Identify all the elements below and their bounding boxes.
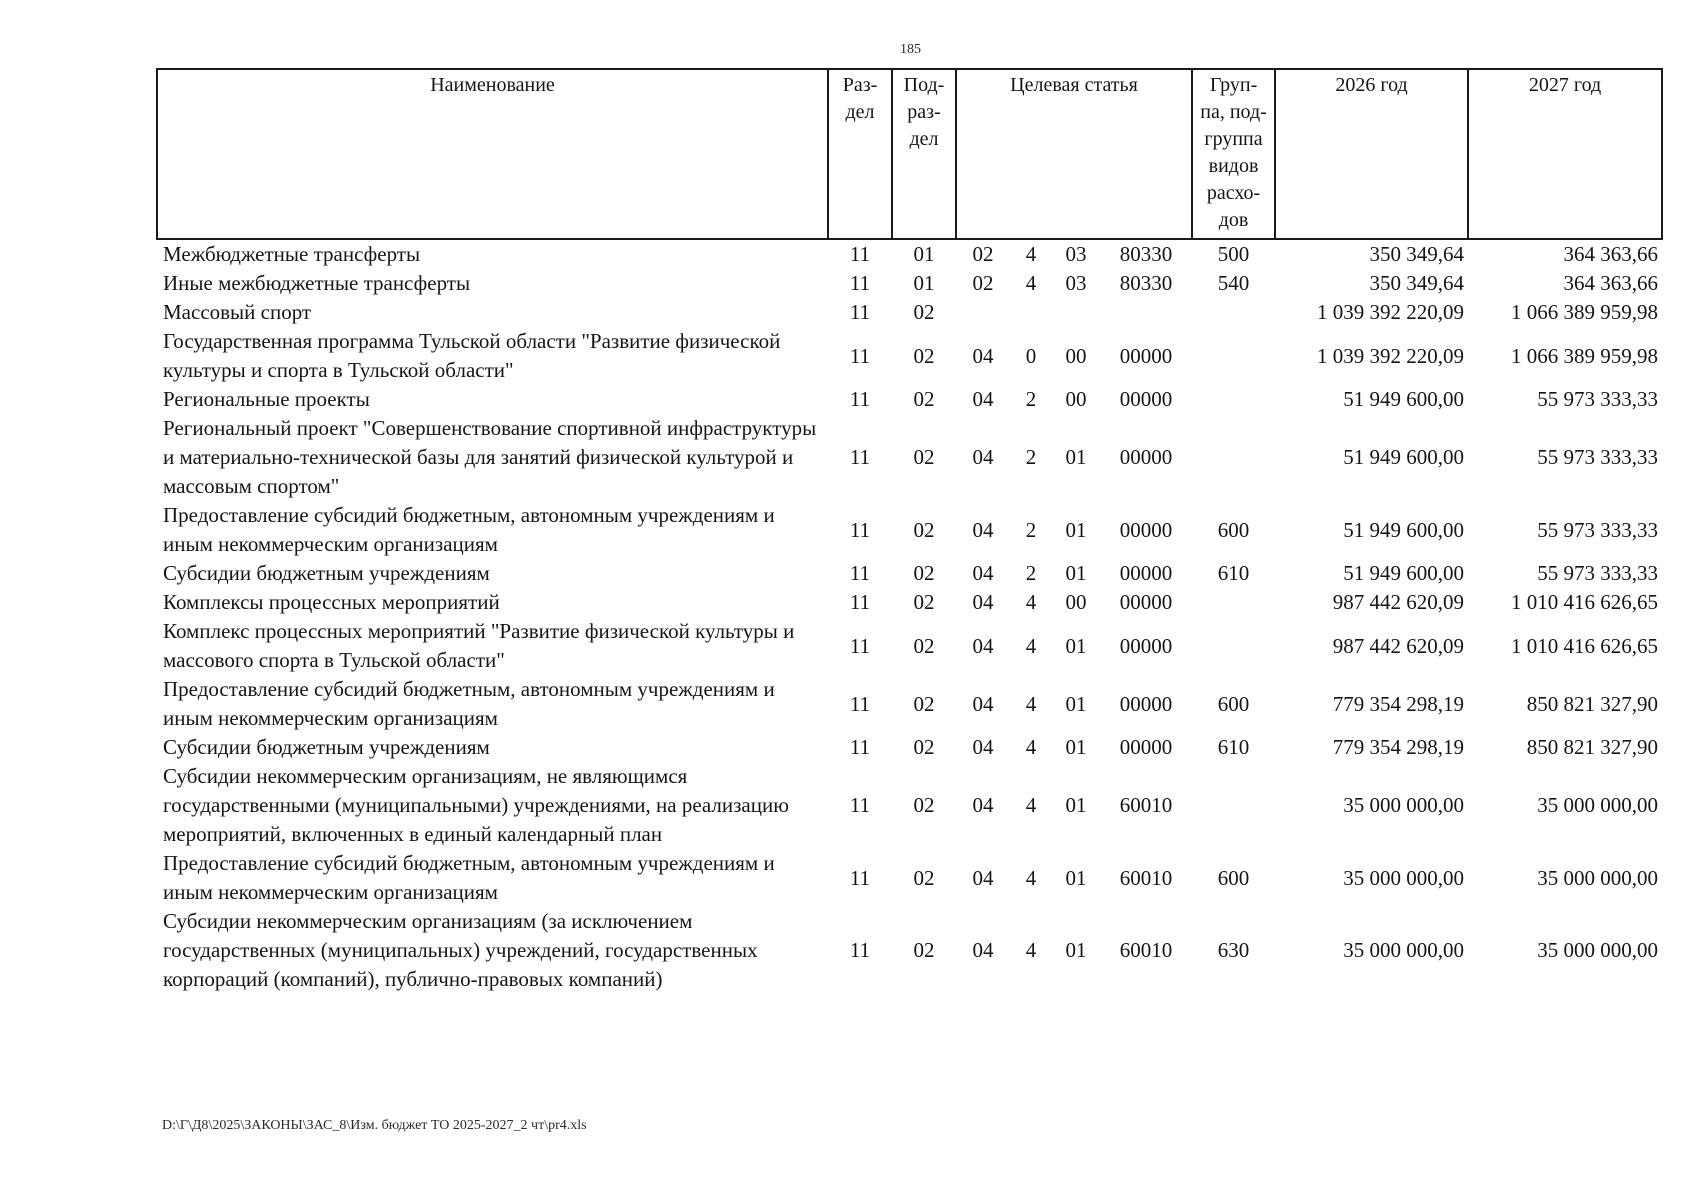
row-target-subprogram: 01 xyxy=(1065,793,1087,817)
row-name: Иные межбюджетные трансферты xyxy=(163,271,471,295)
row-target-direction: 00000 xyxy=(1119,633,1173,658)
row-expense-group: 630 xyxy=(1217,938,1250,962)
row-expense-group: 540 xyxy=(1217,271,1250,295)
row-target-program: 04 xyxy=(972,938,994,962)
row-target-direction: 60010 xyxy=(1119,793,1173,817)
row-razdel: 11 xyxy=(849,793,871,817)
table-header xyxy=(157,69,1662,239)
row-target-direction: 00000 xyxy=(1119,590,1173,614)
row-expense-group xyxy=(1192,414,1275,501)
row-amount-2026: 35 000 000,00 xyxy=(1343,793,1465,817)
row-amount-2027: 1 010 416 626,65 xyxy=(1511,590,1659,614)
row-target-subprogram: 00 xyxy=(1065,590,1087,614)
row-amount-2026: 51 949 600,00 xyxy=(1343,445,1465,469)
header-name: Наименование xyxy=(157,69,828,239)
header-razdel: Раз- дел xyxy=(828,69,892,239)
row-target-subprogram: 00 xyxy=(1065,387,1087,411)
row-expense-group xyxy=(1192,617,1275,675)
row-target-type: 4 xyxy=(1025,633,1037,658)
row-target-type: 4 xyxy=(1025,590,1037,614)
row-podrazdel: 02 xyxy=(913,387,935,411)
row-name: Предоставление субсидий бюджетным, автономным учреждениям и иным некоммерческим организациям xyxy=(163,851,775,904)
budget-table xyxy=(156,68,1663,994)
row-target-direction xyxy=(1100,298,1192,327)
row-amount-2026: 51 949 600,00 xyxy=(1343,561,1465,585)
row-expense-group xyxy=(1192,327,1275,385)
row-razdel: 11 xyxy=(849,242,871,266)
row-target-direction: 60010 xyxy=(1119,865,1173,890)
row-target-program: 04 xyxy=(972,735,994,759)
row-target-subprogram: 01 xyxy=(1065,691,1087,716)
row-amount-2027: 55 973 333,33 xyxy=(1537,445,1659,469)
page-number: 185 xyxy=(900,42,921,57)
table-row xyxy=(157,327,1662,385)
row-target-program: 04 xyxy=(972,343,994,368)
row-amount-2026: 51 949 600,00 xyxy=(1343,517,1465,542)
row-amount-2027: 1 066 389 959,98 xyxy=(1511,300,1659,324)
row-podrazdel: 02 xyxy=(913,793,935,817)
table-row xyxy=(157,849,1662,907)
row-amount-2026: 35 000 000,00 xyxy=(1343,865,1465,890)
row-name: Межбюджетные трансферты xyxy=(163,242,421,266)
row-expense-group xyxy=(1192,762,1275,849)
row-amount-2026: 51 949 600,00 xyxy=(1343,387,1465,411)
row-expense-group: 600 xyxy=(1217,865,1250,890)
row-target-direction: 80330 xyxy=(1119,271,1173,295)
row-target-direction: 60010 xyxy=(1119,938,1173,962)
table-row xyxy=(157,907,1662,994)
row-razdel: 11 xyxy=(849,300,871,324)
row-target-subprogram xyxy=(1052,298,1100,327)
row-target-type: 4 xyxy=(1025,938,1037,962)
row-target-type: 2 xyxy=(1025,517,1037,542)
row-amount-2026: 779 354 298,19 xyxy=(1332,735,1465,759)
row-expense-group xyxy=(1192,385,1275,414)
row-target-subprogram: 01 xyxy=(1065,735,1087,759)
row-target-type: 4 xyxy=(1025,735,1037,759)
row-target-subprogram: 01 xyxy=(1065,938,1087,962)
row-amount-2027: 35 000 000,00 xyxy=(1537,865,1659,890)
row-amount-2027: 35 000 000,00 xyxy=(1537,938,1659,962)
row-target-subprogram: 03 xyxy=(1065,242,1087,266)
table-row xyxy=(157,588,1662,617)
row-amount-2026: 35 000 000,00 xyxy=(1343,938,1465,962)
row-podrazdel: 02 xyxy=(913,938,935,962)
row-target-type: 0 xyxy=(1025,343,1037,368)
row-expense-group: 610 xyxy=(1217,561,1250,585)
row-target-program: 04 xyxy=(972,691,994,716)
row-expense-group: 600 xyxy=(1217,691,1250,716)
row-amount-2027: 55 973 333,33 xyxy=(1537,561,1659,585)
header-target-article: Целевая статья xyxy=(956,69,1192,239)
row-target-subprogram: 01 xyxy=(1065,865,1087,890)
row-podrazdel: 01 xyxy=(913,242,935,266)
table-body xyxy=(157,239,1662,994)
table-row xyxy=(157,559,1662,588)
row-razdel: 11 xyxy=(849,445,871,469)
row-amount-2027: 850 821 327,90 xyxy=(1526,691,1659,716)
table-row xyxy=(157,617,1662,675)
row-target-program: 02 xyxy=(972,242,994,266)
row-podrazdel: 02 xyxy=(913,445,935,469)
row-target-type: 2 xyxy=(1025,561,1037,585)
row-target-type: 2 xyxy=(1025,445,1037,469)
header-year-2027: 2027 год xyxy=(1468,69,1662,239)
row-target-subprogram: 01 xyxy=(1065,445,1087,469)
table-row xyxy=(157,414,1662,501)
row-razdel: 11 xyxy=(849,343,871,368)
row-podrazdel: 02 xyxy=(913,561,935,585)
row-name: Государственная программа Тульской области "Развитие физической культуры и спорта в Тульской области" xyxy=(163,329,781,382)
row-podrazdel: 02 xyxy=(913,590,935,614)
row-podrazdel: 01 xyxy=(913,271,935,295)
row-target-subprogram: 00 xyxy=(1065,343,1087,368)
row-razdel: 11 xyxy=(849,517,871,542)
row-target-type: 2 xyxy=(1025,387,1037,411)
table-row xyxy=(157,385,1662,414)
row-target-program: 04 xyxy=(972,445,994,469)
row-razdel: 11 xyxy=(849,561,871,585)
row-amount-2026: 779 354 298,19 xyxy=(1332,691,1465,716)
row-target-program: 04 xyxy=(972,561,994,585)
row-expense-group xyxy=(1192,588,1275,617)
table-row xyxy=(157,675,1662,733)
table-row xyxy=(157,298,1662,327)
row-name: Предоставление субсидий бюджетным, автономным учреждениям и иным некоммерческим организациям xyxy=(163,677,775,730)
row-name: Субсидии бюджетным учреждениям xyxy=(163,735,490,759)
row-razdel: 11 xyxy=(849,387,871,411)
row-amount-2026: 350 349,64 xyxy=(1369,271,1465,295)
header-expense-group: Груп- па, под- группа видов расхо- дов xyxy=(1192,69,1275,239)
row-target-subprogram: 03 xyxy=(1065,271,1087,295)
row-amount-2027: 55 973 333,33 xyxy=(1537,517,1659,542)
row-podrazdel: 02 xyxy=(913,865,935,890)
table-row xyxy=(157,733,1662,762)
row-amount-2026: 987 442 620,09 xyxy=(1332,633,1465,658)
row-amount-2027: 1 010 416 626,65 xyxy=(1511,633,1659,658)
row-target-program: 04 xyxy=(972,387,994,411)
row-amount-2026: 350 349,64 xyxy=(1369,242,1465,266)
table-row xyxy=(157,501,1662,559)
row-target-direction: 00000 xyxy=(1119,691,1173,716)
row-target-direction: 00000 xyxy=(1119,735,1173,759)
row-target-program: 04 xyxy=(972,590,994,614)
row-target-direction: 00000 xyxy=(1119,387,1173,411)
row-expense-group: 600 xyxy=(1217,517,1250,542)
row-podrazdel: 02 xyxy=(913,691,935,716)
row-amount-2026: 1 039 392 220,09 xyxy=(1317,300,1465,324)
row-target-type: 4 xyxy=(1025,691,1037,716)
row-target-program xyxy=(956,298,1010,327)
row-target-program: 04 xyxy=(972,633,994,658)
row-amount-2026: 987 442 620,09 xyxy=(1332,590,1465,614)
row-target-direction: 00000 xyxy=(1119,343,1173,368)
row-razdel: 11 xyxy=(849,691,871,716)
row-podrazdel: 02 xyxy=(913,517,935,542)
row-name: Субсидии некоммерческим организациям, не являющимся государственными (муниципальными) учреждениями, на реализацию мероприятий, включенных в единый календарный план xyxy=(163,764,789,846)
row-razdel: 11 xyxy=(849,271,871,295)
row-name: Предоставление субсидий бюджетным, автономным учреждениям и иным некоммерческим организациям xyxy=(163,503,775,556)
row-razdel: 11 xyxy=(849,590,871,614)
row-amount-2027: 55 973 333,33 xyxy=(1537,387,1659,411)
row-amount-2027: 850 821 327,90 xyxy=(1526,735,1659,759)
row-razdel: 11 xyxy=(849,865,871,890)
row-target-program: 02 xyxy=(972,271,994,295)
header-year-2026: 2026 год xyxy=(1275,69,1468,239)
row-amount-2027: 364 363,66 xyxy=(1563,271,1659,295)
row-razdel: 11 xyxy=(849,938,871,962)
row-amount-2026: 1 039 392 220,09 xyxy=(1317,343,1465,368)
row-target-program: 04 xyxy=(972,865,994,890)
row-expense-group xyxy=(1192,298,1275,327)
row-name: Региональный проект "Совершенствование спортивной инфраструктуры и материально-технической базы для занятий физической культурой и массовым спортом" xyxy=(163,416,817,498)
table-row xyxy=(157,269,1662,298)
row-target-subprogram: 01 xyxy=(1065,517,1087,542)
row-target-type: 4 xyxy=(1025,793,1037,817)
row-target-program: 04 xyxy=(972,793,994,817)
row-amount-2027: 364 363,66 xyxy=(1563,242,1659,266)
row-amount-2027: 35 000 000,00 xyxy=(1537,793,1659,817)
row-expense-group: 610 xyxy=(1217,735,1250,759)
row-name: Массовый спорт xyxy=(163,300,312,324)
table-row xyxy=(157,239,1662,269)
row-target-direction: 00000 xyxy=(1119,517,1173,542)
row-name: Региональные проекты xyxy=(163,387,370,411)
row-target-program: 04 xyxy=(972,517,994,542)
row-target-subprogram: 01 xyxy=(1065,561,1087,585)
row-name: Субсидии бюджетным учреждениям xyxy=(163,561,490,585)
row-razdel: 11 xyxy=(849,735,871,759)
row-podrazdel: 02 xyxy=(913,300,935,324)
row-target-direction: 00000 xyxy=(1119,561,1173,585)
row-name: Субсидии некоммерческим организациям (за исключением государственных (муниципальных) учреждений, государственных корпораций (компаний), публично-правовых компаний) xyxy=(163,909,758,991)
header-podrazdel: Под- раз- дел xyxy=(892,69,956,239)
row-podrazdel: 02 xyxy=(913,633,935,658)
row-podrazdel: 02 xyxy=(913,735,935,759)
row-amount-2027: 1 066 389 959,98 xyxy=(1511,343,1659,368)
row-target-type: 4 xyxy=(1025,271,1037,295)
row-target-type xyxy=(1010,298,1052,327)
file-path-footer: D:\Г\Д8\2025\ЗАКОНЫ\ЗАС_8\Изм. бюджет ТО 2025-2027_2 чт\pr4.xls xyxy=(162,1118,587,1133)
table-row xyxy=(157,762,1662,849)
row-podrazdel: 02 xyxy=(913,343,935,368)
row-target-type: 4 xyxy=(1025,242,1037,266)
row-razdel: 11 xyxy=(849,633,871,658)
row-name: Комплексы процессных мероприятий xyxy=(163,590,500,614)
row-target-direction: 80330 xyxy=(1119,242,1173,266)
row-target-subprogram: 01 xyxy=(1065,633,1087,658)
row-target-type: 4 xyxy=(1025,865,1037,890)
row-target-direction: 00000 xyxy=(1119,445,1173,469)
row-name: Комплекс процессных мероприятий "Развитие физической культуры и массового спорта в Тульской области" xyxy=(163,619,795,672)
row-expense-group: 500 xyxy=(1217,242,1250,266)
